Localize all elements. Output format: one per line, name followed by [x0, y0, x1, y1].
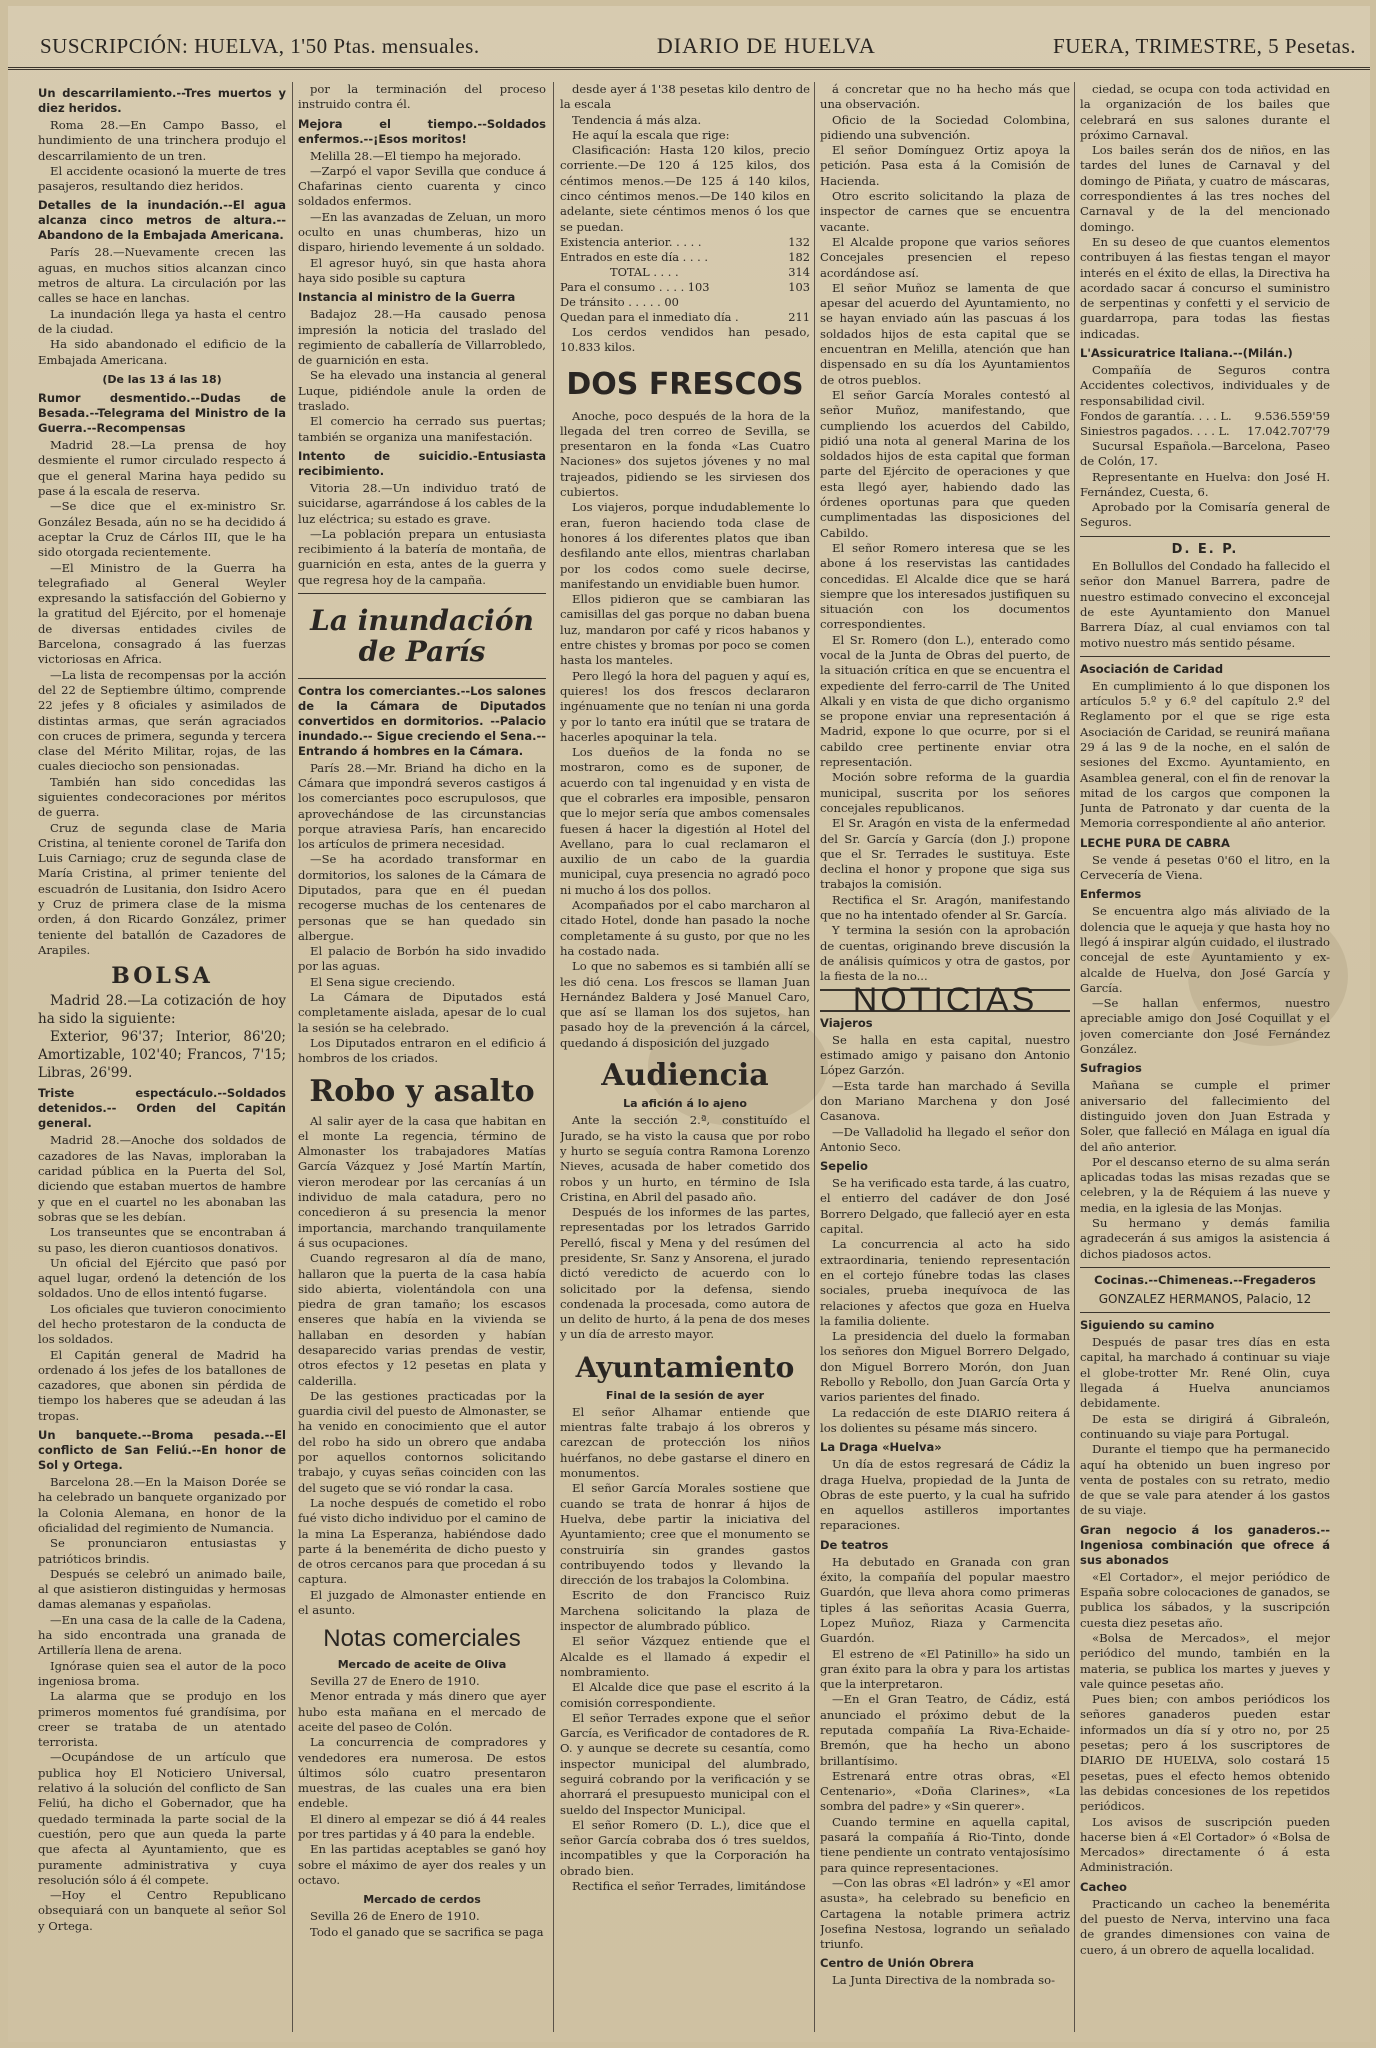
stock-quotes: Exterior, 96'37; Interior, 86'20; Amortizable, 102'40; Francos, 7'15; Libras, 26'99. — [38, 1029, 286, 1082]
paragraph: La presidencia del duelo la formaban los señores don Miguel Borrero Delgado, don Miguel Borrero Morón, don Juan Rebollo y Rebollo, don Juan García Orta y varios parientes del finado. — [820, 1329, 1070, 1405]
paragraph: Ellos pidieron que se cambiaran las camisillas del gas porque no daban buena luz, mandaron por café y ricos habanos y entre chistes y bromas por poco se comen hasta los manteles. — [560, 592, 810, 668]
divider — [1080, 1312, 1330, 1313]
headline: L'Assicuratrice Italiana.--(Milán.) — [1080, 346, 1293, 361]
column-4 — [820, 82, 1070, 2032]
paragraph: El señor Romero (D. L.), dice que el señor García cobraba dos ó tres sueldos, incompatibles y que la Corporación ha obrado bien. — [560, 1817, 810, 1878]
column-2 — [298, 82, 546, 2032]
paragraph: Los dueños de la fonda no se mostraron, como es de suponer, de acuerdo con tal ingenuidad y en vista de que el cobrarles era imposible, pensaron que lo mejor sería que ambos comensales fuesen á hacer la digestión al Hotel del Avellano, para lo cual reclamaron el auxilio de un cabo de la guardia municipal, cuya presencia no agradó poco ni mucho á los dos pollos. — [560, 745, 810, 897]
paragraph: Sevilla 27 de Enero de 1910. — [310, 1674, 480, 1689]
paragraph: Los transeuntes que se encontraban á su paso, les dieron cuantiosos donativos. — [38, 1225, 286, 1255]
market-row — [560, 295, 810, 310]
paragraph: El accidente ocasionó la muerte de tres pasajeros, resultando diez heridos. — [38, 163, 286, 194]
finance-label: Fondos de garantía. . . . L. — [1080, 408, 1232, 423]
paragraph: —Esta tarde han marchado á Sevilla don Mariano Marchena y don José Casanova. — [820, 1078, 1070, 1124]
paragraph: La concurrencia de compradores y vendedores era numerosa. De estos últimos sólo cuatro presentaron muestras, de las cuales una era bien endeble. — [298, 1735, 546, 1811]
market-value: 132 — [788, 234, 810, 249]
paragraph: El señor Vázquez entiende que el Alcalde es el llamado á expedir el nombramiento. — [560, 1634, 810, 1679]
paragraph: Después se celebró un animado baile, al que asistieron distinguidas y hermosas damas alemanas y españolas. — [38, 1566, 286, 1612]
bolsa-heading: BOLSA — [111, 963, 213, 990]
divider — [1080, 1267, 1330, 1268]
market-label: De tránsito . . . . . 00 — [560, 294, 679, 309]
paragraph: El señor García Morales contestó al señor Muñoz, manifestando, que cumpliendo los acuerdos del Cabildo, pidió una nota al general Marina de los soldados hijos de esta capital que forman parte del Ejército de operaciones y que esta llegó ayer, habiendo dado las órdenes oportunas para que queden cumplimentadas las disposiciones del Cabildo. — [820, 387, 1070, 540]
paragraph: Al salir ayer de la casa que habitan en el monte La regencia, término de Almonaster los trabajadores Matías García Vázquez y José Martín Martín, vieron merodear por las cercanías á un individuo de mala catadura, pero no concedieron á su presencia la menor importancia, marchando tranquilamente á sus ocupaciones. — [298, 1113, 546, 1250]
market-row — [560, 310, 810, 325]
market-label: Existencia anterior. . . . . — [560, 234, 702, 249]
paragraph: El estreno de «El Patinillo» ha sido un gran éxito para la obra y para los artistas que la interpretaron. — [820, 1646, 1070, 1692]
headline: Asociación de Caridad — [1080, 661, 1224, 676]
paragraph: Sevilla 26 de Enero de 1910. — [310, 1909, 480, 1924]
headline: LECHE PURA DE CABRA — [1080, 835, 1230, 850]
paragraph: En Bollullos del Condado ha fallecido el señor don Manuel Barrera, padre de nuestro estimado convecino el exconcejal de este Ayuntamiento don Manuel Barrera Díaz, al cual enviamos con tal motivo nuestro más sentido pésame. — [1080, 559, 1330, 650]
paragraph: Moción sobre reforma de la guardia municipal, suscrita por los señores concejales republicanos. — [820, 770, 1070, 815]
paragraph: El Capitán general de Madrid ha ordenado á los jefes de los batallones de cazadores, que abonen sin pérdida de tiempo los haberes que se adeudan á las tropas. — [38, 1347, 286, 1423]
paragraph: El Sr. Romero (don L.), enterado como vocal de la Junta de Obras del puerto, de la situación crítica en que se encuentra el expediente del ferro-carril de The United Alkali y en vista de que dicho organismo se propone enviar una representación á Madrid, expone lo que ocurre, por si el cabildo cree pertinente enviar otra representación. — [820, 632, 1070, 770]
paragraph: La Cámara de Diputados está completamente aislada, apesar de lo cual la sesión se ha celebrado. — [298, 990, 546, 1035]
paragraph: Los oficiales que tuvieron conocimiento del hecho protestaron de la conducta de los soldados. — [38, 1301, 286, 1347]
column-rule — [814, 82, 815, 2032]
paragraph: También han sido concedidas las siguientes condecoraciones por méritos de guerra. — [38, 774, 286, 820]
paragraph: El Alcalde propone que varios señores Concejales presencien el repeso acordándose así. — [820, 234, 1070, 280]
paragraph: En cumplimiento á lo que disponen los artículos 5.º y 6.º del capítulo 2.º del Reglamento por el que se rige esta Asociación de Caridad, se reunirá mañana 29 á las 9 de la noche, en el salón de sesiones del Excmo. Ayuntamiento, en Asamblea general, con el fin de renovar la mitad de los cargos que componen la Junta de Patronato y dar cuenta de la Memoria correspondiente al año anterior. — [1080, 678, 1330, 831]
paragraph: El señor Alhamar entiende que mientras falte trabajo á los obreros y carezcan de protección los niños huérfanos, no debe gastarse el dinero en monumentos. — [560, 1404, 810, 1481]
paragraph: La alarma que se produjo en los primeros momentos fué grandísima, por creer se trataba de un atentado terrorista. — [38, 1689, 286, 1750]
paragraph: —La población prepara un entusiasta recibimiento á la batería de montaña, de guarnición en esta, antes de la guerra y que regresa hoy de la campaña. — [298, 526, 546, 587]
advert-line: GONZALEZ HERMANOS, Palacio, 12 — [1098, 1291, 1312, 1306]
paragraph: Los Diputados entraron en el edificio á hombros de los criados. — [298, 1035, 546, 1066]
paragraph: Barcelona 28.—En la Maison Dorée se ha celebrado un banquete organizado por la Colonia Alemana, en honor de la oficialidad del regimiento de Numancia. — [38, 1475, 286, 1535]
paragraph: Ha debutado en Granada con gran éxito, la compañía del popular maestro Guardón, que lleva ahora como primeras tiples á las señoritas Acasia Guerra, Lopez Muñoz, Riaza y Carmencita Guardón. — [820, 1554, 1070, 1646]
paragraph: Lo que no sabemos es si también allí se les dió cena. Los frescos se llaman Juan Hernández Baldera y José Manuel Caro, que así se llaman los dos sujetos, han pasado hoy de la prevención á la cárcel, quedando á disposición del juzgado — [560, 959, 810, 1050]
section-title: NOTICIAS — [820, 989, 1070, 1012]
paragraph: Madrid 28.—Anoche dos soldados de cazadores de las Navas, imploraban la caridad pública en la Puerta del Sol, diciendo que estaban muertos de hambre y que en el cuartel no les abonaban las sobras que se les debían. — [38, 1133, 286, 1224]
quarterly-price: FUERA, TRIMESTRE, 5 Pesetas. — [1053, 34, 1356, 58]
paragraph: Pues bien; con ambos periódicos los señores ganaderos pueden estar informados un día sí y otro no, por 25 pesetas; pero á los suscriptores de DIARIO DE HUELVA, solo costará 15 pesetas, pues el efecto hemos obtenido las debidas concesiones de los repetidos periódicos. — [1080, 1692, 1330, 1814]
paragraph: El Alcalde dice que pase el escrito á la comisión correspondiente. — [560, 1680, 810, 1710]
column-rule — [1074, 82, 1075, 2032]
market-value: 182 — [788, 249, 810, 264]
paragraph: El dinero al empezar se dió á 44 reales por tres partidas y á 40 para la endeble. — [298, 1811, 546, 1841]
paragraph: —En el Gran Teatro, de Cádiz, está anunciado el próximo debut de la reputada compañía La Riva-Echaide-Bremón, que ha hecho un abono brillantísimo. — [820, 1692, 1070, 1768]
paragraph: El señor Domínguez Ortiz apoya la petición. Pasa esta á la Comisión de Hacienda. — [820, 143, 1070, 188]
paragraph: Sucursal Española.—Barcelona, Paseo de Colón, 17. — [1080, 438, 1330, 469]
subheading: Mercado de aceite de Oliva — [337, 1657, 507, 1671]
paragraph: El comercio ha cerrado sus puertas; también se organiza una manifestación. — [298, 414, 546, 444]
divider — [1080, 656, 1330, 657]
paragraph: Rectifica el Sr. Aragón, manifestando que no ha intentado ofender al Sr. García. — [820, 892, 1070, 923]
paragraph: «El Cortador», el mejor periódico de España sobre colocaciones de ganados, se publica los sábados, y la suscripción cuesta diez pesetas año. — [1080, 1569, 1330, 1630]
paragraph: Un oficial del Ejército que pasó por aquel lugar, ordenó la detención de los soldados. Uno de ellos intentó fugarse. — [38, 1255, 286, 1301]
paragraph: El juzgado de Almonaster entiende en el asunto. — [298, 1587, 546, 1618]
headline: La Draga «Huelva» — [820, 1440, 942, 1455]
paragraph: Los bailes serán dos de niños, en las tardes del lunes de Carnaval y del domingo de Piñata, y cuatro de máscaras, correspondientes á las tres noches del Carnaval y de la del mencionado domingo. — [1080, 143, 1330, 234]
paragraph: Clasificación: Hasta 120 kilos, precio corriente.—De 120 á 125 kilos, dos céntimos menos.—De 125 á 140 kilos, cinco céntimos menos.—De 140 kilos en adelante, siete céntimos menos ó los que se puedan. — [560, 143, 810, 234]
paragraph: Ha sido abandonado el edificio de la Embajada Americana. — [38, 337, 286, 367]
column-rule — [292, 82, 293, 2032]
paragraph: —En una casa de la calle de la Cadena, ha sido encontrada una granada de Artillería llena de arena. — [38, 1612, 286, 1658]
paragraph: Ante la sección 2.ª, constituído el Jurado, se ha visto la causa que por robo y hurto se seguía contra Ramona Lorenzo Nieves, acusada de haber cometido dos robos y un hurto, en término de Isla Cristina, en Abril del pasado año. — [560, 1113, 810, 1204]
paragraph: El Sr. Aragón en vista de la enfermedad del Sr. García y García (don J.) propone que el Sr. Terrades le sustituya. Este declina el honor y propone que siga sus trabajos la comisión. — [820, 816, 1070, 892]
paragraph: Un día de estos regresará de Cádiz la draga Huelva, propiedad de la Junta de Obras de este puerto, y la cual ha sufrido en aquellos astilleros importantes reparaciones. — [820, 1457, 1070, 1533]
headline: Instancia al ministro de la Guerra — [298, 290, 516, 305]
paragraph: Se vende á pesetas 0'60 el litro, en la Cervecería de Viena. — [1080, 852, 1330, 883]
newspaper-page — [8, 6, 1370, 2042]
headline: Centro de Unión Obrera — [820, 1956, 975, 1971]
paragraph: La Junta Directiva de la nombrada so- — [832, 1973, 1056, 1988]
paragraph: —Se ha acordado transformar en dormitorios, los salones de la Cámara de Diputados, para que en él puedan recogerse muchas de los centenares de personas que se han quedado sin albergue. — [298, 852, 546, 943]
paragraph: —De Valladolid ha llegado el señor don Antonio Seco. — [820, 1124, 1070, 1154]
paragraph: Aprobado por la Comisaría general de Seguros. — [1080, 500, 1330, 530]
paragraph: La inundación llega ya hasta el centro de la ciudad. — [38, 306, 286, 336]
paragraph: París 28.—Nuevamente crecen las aguas, en muchos sitios alcanzan cinco metros de altura. La circulación por las calles se hace en lanchas. — [38, 245, 286, 306]
paragraph: El señor Romero interesa que se les abone á los reservistas las cantidades concedidas. El Alcalde dice que se hará siempre que los interesados justifiquen su situación con los documentos correspondientes. — [820, 540, 1070, 632]
paragraph: Badajoz 28.—Ha causado penosa impresión la noticia del traslado del regimiento de caballería de Villarrobledo, de guarnición en esta. — [298, 307, 546, 368]
headline: Cacheo — [1080, 1879, 1127, 1894]
section-title: La inundación de París — [310, 604, 534, 668]
paragraph: La concurrencia al acto ha sido extraordinaria, teniendo representación en el cortejo fúnebre todas las clases sociales, prueba inequívoca de las relaciones y afectos que goza en Huelva la familia doliente. — [820, 1237, 1070, 1328]
paragraph: Estrenará entre otras obras, «El Centenario», «Doña Clarines», «La sombra del padre» y «Sin querer». — [820, 1768, 1070, 1814]
headline: Viajeros — [820, 1015, 873, 1030]
paragraph: El señor García Morales sostiene que cuando se trata de honrar á hijos de Huelva, debe partir la iniciativa del Ayuntamiento; cree que el monumento se construiría sin grandes gastos contribuyendo todos y llevando la dirección de los trabajos la Colombina. — [560, 1481, 810, 1588]
market-label: Para el consumo . . . . 103 — [560, 279, 710, 294]
headline: Contra los comerciantes.--Los salones de la Cámara de Diputados convertidos en dormitorios. --Palacio inundado.-- Sigue creciendo el Sena.--Entrando á hombres en la Cámara. — [298, 683, 546, 758]
paragraph: Se encuentra algo más aliviado de la dolencia que le aqueja y que hasta hoy no llegó á inspirar algún cuidado, el ilustrado concejal de este Ayuntamiento y ex-alcalde de Huelva, don José García y García. — [1080, 904, 1330, 995]
paragraph: Cruz de segunda clase de Maria Cristina, al teniente coronel de Tarifa don Luis Carniago; cruz de segunda clase de María Cristina, al primer teniente del escuadrón de Lusitania, don Isidro Acero y Cruz de primera clase de la misma orden, á don Ricardo González, primer teniente del batallón de Cazadores de Arapiles. — [38, 820, 286, 957]
paragraph: —Ocupándose de un artículo que publica hoy El Noticiero Universal, relativo á la solución del conflicto de San Feliú, ha dicho el Gobernador, que ha quedado terminada la parte social de la cuestión, pero que aun queda la parte que afecta al Ayuntamiento, que es puramente administrativa y cuya resolución sólo á él compete. — [38, 1750, 286, 1887]
paragraph: Compañía de Seguros contra Accidentes colectivos, individuales y de responsabilidad civil. — [1080, 363, 1330, 408]
headline: Siguiendo su camino — [1080, 1318, 1215, 1333]
paragraph: —En las avanzadas de Zeluan, un moro oculto en unas chumberas, hizo un disparo, hiriendo levemente á un soldado. — [298, 209, 546, 255]
paragraph: Practicando un cacheo la benemérita del puesto de Nerva, intervino una faca de grandes dimensiones con vaina de cuero, á un obrero de aquella localidad. — [1080, 1896, 1330, 1957]
market-row — [560, 250, 810, 265]
newspaper-title: DIARIO DE HUELVA — [656, 33, 876, 58]
finance-row — [1080, 409, 1330, 424]
obituary-heading: D. E. P. — [1171, 541, 1239, 557]
paragraph: —Se hallan enfermos, nuestro apreciable amigo don José Coquillat y el joven comerciante don José Fernández González. — [1080, 996, 1330, 1057]
paragraph: —Se dice que el ex-ministro Sr. González Besada, aún no se ha decidido á aceptar la Cruz de Cárlos III, que le ha sido otorgada recientemente. — [38, 499, 286, 560]
paragraph: Los cerdos vendidos han pesado, 10.833 kilos. — [560, 324, 810, 355]
market-row — [560, 235, 810, 250]
paragraph: Se halla en esta capital, nuestro estimado amigo y paisano don Antonio López Garzón. — [820, 1032, 1070, 1078]
market-row — [560, 280, 810, 295]
paragraph: El agresor huyó, sin que hasta ahora haya sido posible su captura — [298, 255, 546, 285]
paragraph: El señor Muñoz se lamenta de que apesar del acuerdo del Ayuntamiento, no se hayan enviado aún las pascuas á los soldados hijos de esta capital que se encuentran en Melilla, atención que han dispensado en su día los Ayuntamientos de otros pueblos. — [820, 280, 1070, 387]
paragraph: Cuando termine en aquella capital, pasará la compañía á Rio-Tinto, donde tiene pendiente un contrato ventajosísimo para quince representaciones. — [820, 1814, 1070, 1875]
paragraph: He aquí la escala que rige: — [572, 127, 730, 142]
paragraph: Se pronunciaron entusiastas y patrióticos brindis. — [38, 1536, 286, 1566]
paragraph: Después de los informes de las partes, representadas por los letrados Garrido Perelló, fiscal y Mena y del resúmen del presidente, Sr. Sanz y Ansorena, el jurado dictó veredicto de acuerdo con lo solicitado por la defensa, siendo condenada la procesada, como autora de un delito de hurto, á la pena de dos meses y un día de arresto mayor. — [560, 1205, 810, 1342]
paragraph: La noche después de cometido el robo fué visto dicho individuo por el camino de la mina La Esperanza, habiéndose dado parte á la benemérita de dicho puesto y de otros cercanos para que procedan á su captura. — [298, 1495, 546, 1587]
headline: De teatros — [820, 1537, 889, 1552]
paragraph: Roma 28.—En Campo Basso, el hundimiento de una trinchera produjo el descarrilamiento de un tren. — [38, 118, 286, 163]
paragraph: Tendencia á más alza. — [572, 112, 702, 127]
paragraph: Rectifica el señor Terrades, limitándose — [572, 1879, 806, 1894]
market-value: 314 — [788, 264, 810, 279]
paragraph: De las gestiones practicadas por la guardia civil del puesto de Almonaster, se ha venido en conocimiento que el autor del robo ha sido un obrero que andaba por aquellos contornos solicitando trabajo, y cuyas señas coinciden con las del sugeto que se vió rondar la casa. — [298, 1388, 546, 1495]
divider — [298, 678, 546, 679]
market-value: 103 — [788, 279, 810, 294]
headline: Detalles de la inundación.--El agua alcanza cinco metros de altura.-- Abandono de la Embajada Americana. — [38, 198, 286, 243]
masthead — [8, 6, 1370, 70]
headline: Triste espectáculo.--Soldados detenidos.-- Orden del Capitán general. — [38, 1086, 286, 1131]
divider — [298, 593, 546, 594]
finance-value: 9.536.559'59 — [1254, 408, 1330, 423]
headline: Gran negocio á los ganaderos.--Ingeniosa combinación que ofrece á sus abonados — [1080, 1522, 1330, 1567]
time-note: (De las 13 á las 18) — [102, 372, 222, 386]
paragraph: El Sena sigue creciendo. — [310, 974, 456, 989]
paragraph: El palacio de Borbón ha sido invadido por las aguas. — [298, 944, 546, 974]
paragraph: á concretar que no ha hecho más que una observación. — [820, 82, 1070, 112]
paragraph: Vitoria 28.—Un individuo trató de suicidarse, agarrándose á los cables de la luz eléctrica; su estado es grave. — [298, 480, 546, 526]
paragraph: Menor entrada y más dinero que ayer hubo esta mañana en el mercado de aceite del paseo de Colón. — [298, 1689, 546, 1734]
headline: Intento de suicidio.-Entusiasta recibimiento. — [298, 448, 546, 478]
paragraph: Todo el ganado que se sacrifica se paga — [310, 1924, 544, 1939]
headline: Rumor desmentido.--Dudas de Besada.--Telegrama del Ministro de la Guerra.--Recompensas — [38, 391, 286, 436]
headline: Un descarrilamiento.--Tres muertos y diez heridos. — [38, 86, 286, 115]
paragraph: Oficio de la Sociedad Colombina, pidiendo una subvención. — [820, 112, 1070, 142]
paragraph: Melilla 28.—El tiempo ha mejorado. — [310, 148, 522, 163]
paragraph: Después de pasar tres días en esta capital, ha marchado á continuar su viaje el globe-trotter Mr. René Olin, cuya llegada á Huelva anunciamos debidamente. — [1080, 1335, 1330, 1411]
headline: Un banquete.--Broma pesada.--El conflicto de San Feliú.--En honor de Sol y Ortega. — [38, 1428, 286, 1473]
column-3 — [560, 82, 810, 2032]
section-title: Ayuntamiento — [575, 1350, 795, 1384]
finance-row — [1080, 424, 1330, 439]
paragraph: Por el descanso eterno de su alma serán aplicadas todas las misas rezadas que se celebren, y la de Réquiem á las nueve y media, en la iglesia de las Monjas. — [1080, 1154, 1330, 1215]
market-value: 211 — [788, 309, 810, 324]
paragraph: Su hermano y demás familia agradecerán á sus amigos la asistencia á dichos piadosos actos. — [1080, 1216, 1330, 1261]
market-label: Entrados en este día . . . . — [560, 249, 708, 264]
divider — [1080, 536, 1330, 537]
paragraph: París 28.—Mr. Briand ha dicho en la Cámara que impondrá severos castigos á los comerciantes poco escrupulosos, que aprovechándose de las circunstancias porque atraviesa París, han encarecido los artículos de primera necesidad. — [298, 760, 546, 852]
paragraph: —Con las obras «El ladrón» y «El amor asusta», ha celebrado su beneficio en Cartagena la notable primera actriz Josefina Nestosa, logrando un señalado triunfo. — [820, 1875, 1070, 1952]
subheading: Mercado de cerdos — [363, 1893, 481, 1907]
market-label: TOTAL . . . . — [610, 264, 679, 279]
subscription-price: SUSCRIPCIÓN: HUELVA, 1'50 Ptas. mensuales. — [40, 34, 480, 58]
paragraph: Ignórase quien sea el autor de la poco ingeniosa broma. — [38, 1658, 286, 1688]
paragraph: —El Ministro de la Guerra ha telegrafiado al General Weyler expresando la satisfacción del Gobierno y la gratitud del Ejército, por el homenaje de diversas entidades civiles de Barcelona, consagrado á las fuerzas victoriosas en Africa. — [38, 560, 286, 667]
paragraph: De esta se dirigirá á Gibraleón, continuando su viaje para Portugal. — [1080, 1411, 1330, 1441]
column-1 — [38, 82, 286, 2032]
paragraph: ciedad, se ocupa con toda actividad en la organización de los bailes que celebrará en sus salones durante el próximo Carnaval. — [1080, 82, 1330, 142]
paragraph: Los viajeros, porque indudablemente lo eran, fueron haciendo toda clase de honores á los diferentes platos que iban desfilando ante ellos, mientras charlaban por los codos como suele decirse, manifestando un envidiable buen humor. — [560, 500, 810, 591]
market-row — [560, 265, 810, 280]
paragraph: Acompañados por el cabo marcharon al citado Hotel, donde han pasado la noche completamente á su gusto, por que no les ha costado nada. — [560, 898, 810, 958]
paragraph: por la terminación del proceso instruido contra él. — [298, 82, 546, 112]
paragraph: —Hoy el Centro Republicano obsequiará con un banquete al señor Sol y Ortega. — [38, 1888, 286, 1933]
paragraph: Y termina la sesión con la aprobación de cuentas, originando breve discusión la de análisis químicos y otra de gastos, por la fiesta de la no... — [820, 923, 1070, 984]
paragraph: Otro escrito solicitando la plaza de inspector de carnes que se encuentra vacante. — [820, 189, 1070, 234]
paragraph: Se ha elevado una instancia al general Luque, pidiéndole anule la orden de traslado. — [298, 368, 546, 414]
section-title: Robo y asalto — [309, 1073, 535, 1109]
paragraph: —Zarpó el vapor Sevilla que conduce á Chafarinas ciento cuarenta y cinco soldados enfermos. — [298, 163, 546, 209]
paragraph: En las partidas aceptables se ganó hoy sobre el máximo de ayer dos reales y un octavo. — [298, 1842, 546, 1887]
headline: Sufragios — [1080, 1061, 1142, 1076]
paragraph: El señor Terrades expone que el señor García, es Verificador de contadores de R. O. y aunque se decrete su cesantía, como inspector municipal del alumbrado, seguirá cobrando por la verificación y se ahorrará el presupuesto municipal con el sueldo del Inspector Municipal. — [560, 1710, 810, 1817]
headline: Enfermos — [1080, 887, 1142, 902]
paragraph: Escrito de don Francisco Ruiz Marchena solicitando la plaza de inspector de alumbrado público. — [560, 1588, 810, 1634]
paragraph: Pero llegó la hora del paguen y aquí es, quieres! los dos frescos declararon ingénuamente que no tenían ni una gorda y por lo tanto era inútil que se tratara de hacerles apoquinar la tela. — [560, 668, 810, 744]
subheading: Final de la sesión de ayer — [605, 1388, 765, 1402]
paragraph: Cuando regresaron al día de mano, hallaron que la puerta de la casa había sido abierta, violentándola con una piedra de gran tamaño; los escasos enseres que había en la vivienda se hallaban en desorden y habían desaparecido varias prendas de vestir, otros efectos y 12 pesetas en plata y calderilla. — [298, 1251, 546, 1388]
column-rule — [553, 82, 554, 2032]
paragraph: desde ayer á 1'38 pesetas kilo dentro de la escala — [560, 82, 810, 112]
paragraph: En su deseo de que cuantos elementos contribuyen á las fiestas tengan el mayor interés en el éxito de ellas, la Directiva ha acordado sacar á concurso el suministro de serpentinas y confetti y el servicio de guardarropa, para todas las fiestas indicadas. — [1080, 234, 1330, 341]
section-title: Audiencia — [601, 1058, 769, 1094]
paragraph: Durante el tiempo que ha permanecido aquí ha obtenido un buen ingreso por venta de postales con su retrato, medio de que se vale para atender á los gastos de su viaje. — [1080, 1442, 1330, 1518]
column-5 — [1080, 82, 1330, 2032]
paragraph: La redacción de este DIARIO reitera á los dolientes su pésame más sincero. — [820, 1405, 1070, 1435]
subheading: La afición á lo ajeno — [623, 1097, 747, 1111]
paragraph: Los avisos de suscripción pueden hacerse bien á «El Cortador» ó «Bolsa de Mercados» directamente ó á esta Administración. — [1080, 1814, 1330, 1875]
section-title: Notas comerciales — [323, 1625, 521, 1653]
market-label: Quedan para el inmediato día . — [560, 309, 739, 324]
finance-label: Siniestros pagados. . . . L. — [1080, 423, 1230, 438]
headline: Sepelio — [820, 1159, 868, 1174]
headline: Mejora el tiempo.--Soldados enfermos.--¡Esos moritos! — [298, 116, 546, 146]
section-title: DOS FRESCOS — [566, 366, 804, 402]
paragraph: Madrid 28.—La cotización de hoy ha sido la siguiente: — [38, 993, 286, 1028]
paragraph: Se ha verificado esta tarde, á las cuatro, el entierro del cadáver de don José Borrero Delgado, que falleció ayer en esta capital. — [820, 1176, 1070, 1237]
finance-value: 17.042.707'79 — [1247, 423, 1330, 438]
paragraph: Madrid 28.—La prensa de hoy desmiente el rumor circulado respecto á que el general Marina haya pedido su pase á la escala de reserva. — [38, 438, 286, 499]
advert-heading: Cocinas.--Chimeneas.--Fregaderos — [1094, 1272, 1316, 1287]
paragraph: —La lista de recompensas por la acción del 22 de Septiembre último, comprende 22 jefes y 8 oficiales y asimilados de distintas armas, que serán agraciados con cruces de primera, segunda y tercera clase del Mérito Militar, rojas, de las cuales dieciocho son pensionadas. — [38, 667, 286, 774]
paragraph: Representante en Huelva: don José H. Fernández, Cuesta, 6. — [1080, 469, 1330, 499]
paragraph: Mañana se cumple el primer aniversario del fallecimiento del distinguido joven don Juan Estrada y Soler, que falleció en Málaga en igual día del año anterior. — [1080, 1078, 1330, 1154]
paragraph: «Bolsa de Mercados», el mejor periódico del mundo, también en la materia, se publica los martes y jueves y vale quince pesetas año. — [1080, 1630, 1330, 1691]
paragraph: Anoche, poco después de la hora de la llegada del tren correo de Sevilla, se presentaron en la fonda «Las Cuatro Naciones» dos sujetos jóvenes y no mal trajeados, pidiendo se les sirviesen dos cubiertos. — [560, 408, 810, 500]
